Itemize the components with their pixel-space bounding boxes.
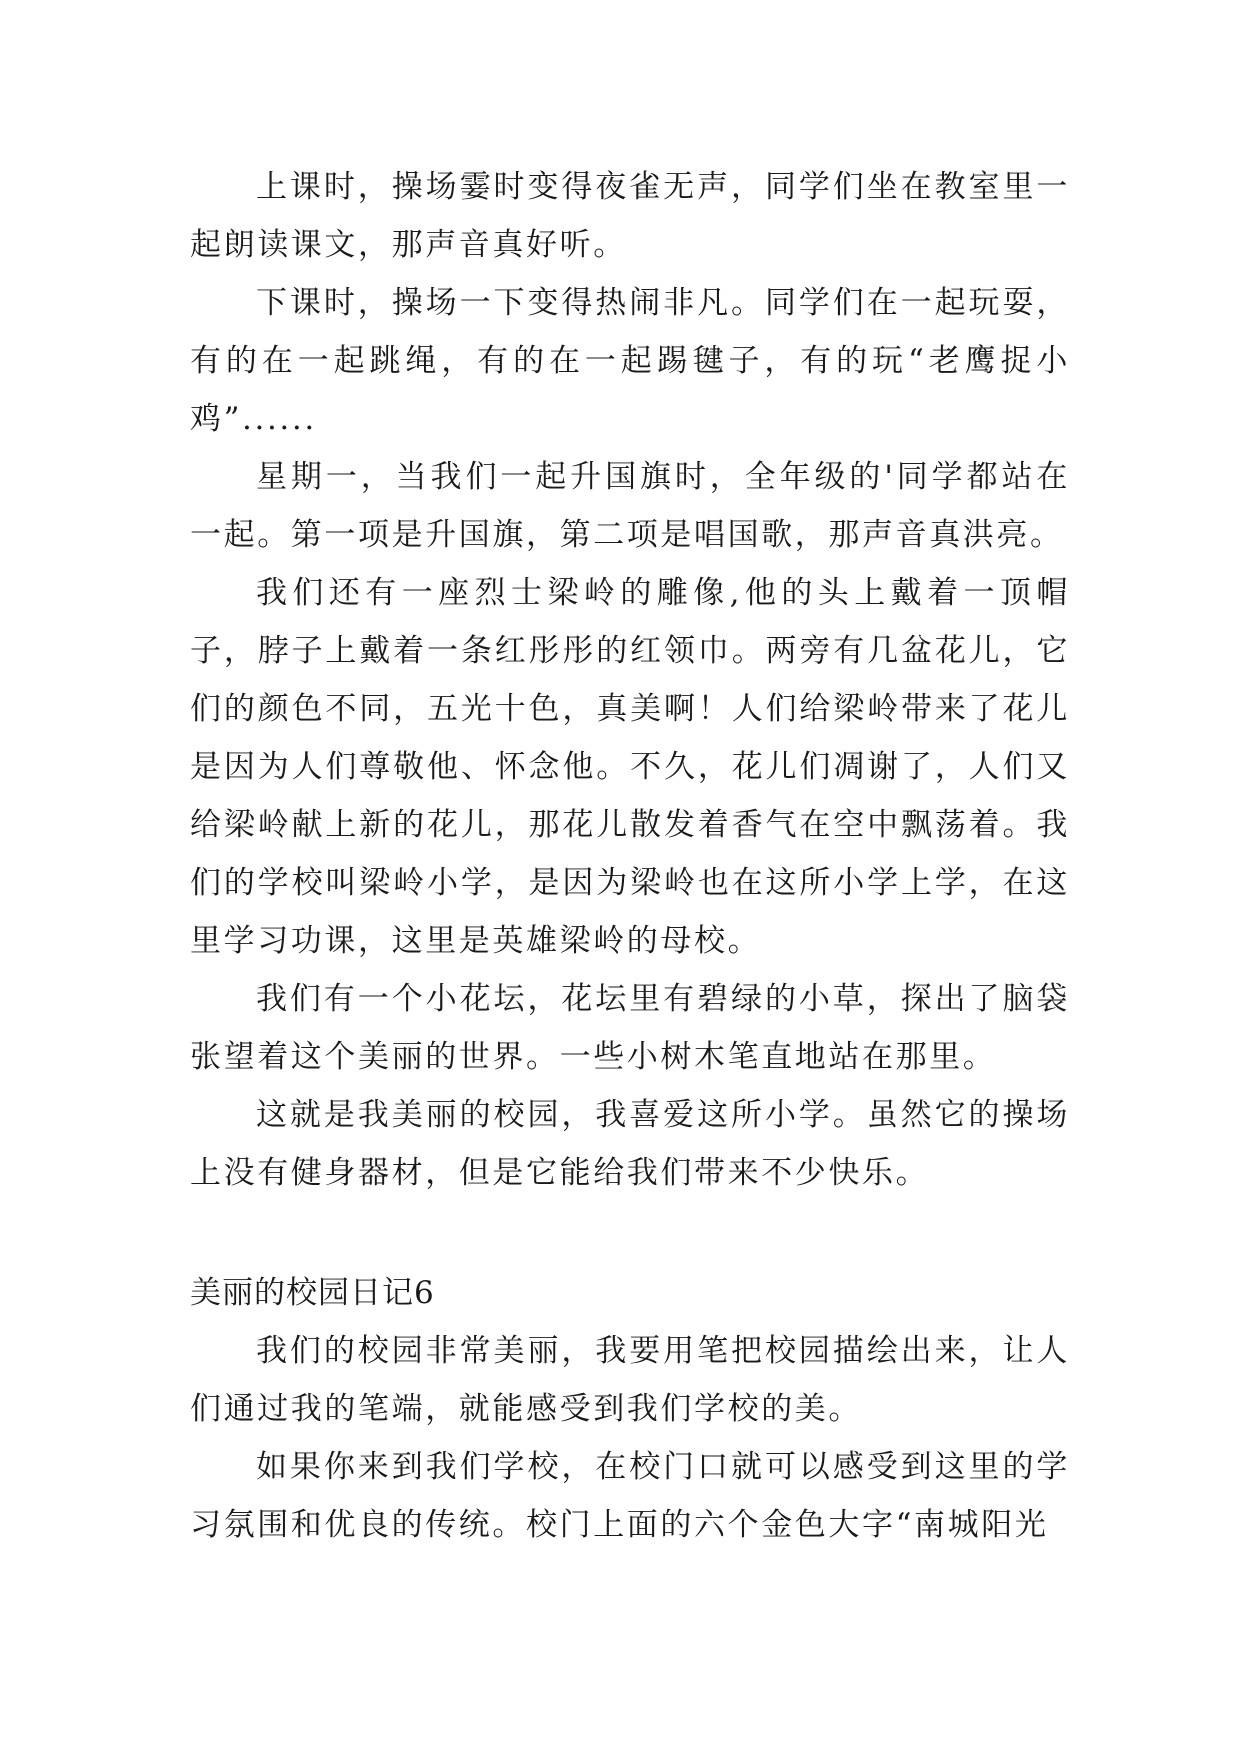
paragraph-school-gate: 如果你来到我们学校，在校门口就可以感受到这里的学习氛围和优良的传统。校门上面的六个金色大字“南城阳光 [190,1449,1070,1543]
paragraph-statue: 我们还有一座烈士梁岭的雕像,他的头上戴着一顶帽子，脖子上戴着一条红彤彤的红领巾。两旁有几盆花儿，它们的颜色不同，五光十色，真美啊！人们给梁岭带来了花儿是因为人们尊敬他、怀念他。不久，花儿们凋谢了，人们又给梁岭献上新的花儿，那花儿散发着香气在空中飘荡着。我们的学校叫梁岭小学，是因为梁岭也在这所小学上学，在这里学习功课，这里是英雄梁岭的母校。 [190,575,1070,959]
paragraph-intro: 我们的校园非常美丽，我要用笔把校园描绘出来，让人们通过我的笔端，就能感受到我们学校的美。 [190,1333,1070,1427]
paragraph-flower-bed: 我们有一个小花坛，花坛里有碧绿的小草，探出了脑袋张望着这个美丽的世界。一些小树木笔直地站在那里。 [190,981,1070,1075]
paragraph-class-time: 上课时，操场霎时变得夜雀无声，同学们坐在教室里一起朗读课文，那声音真好听。 [190,169,1070,263]
paragraph-conclusion: 这就是我美丽的校园，我喜爱这所小学。虽然它的操场上没有健身器材，但是它能给我们带来不少快乐。 [190,1097,1070,1191]
document-body [190,158,1070,1554]
paragraph-break-time: 下课时，操场一下变得热闹非凡。同学们在一起玩耍，有的在一起跳绳，有的在一起踢毽子，有的玩“老鹰捉小鸡”...... [190,285,1070,437]
paragraph-flag-raising: 星期一，当我们一起升国旗时，全年级的'同学都站在一起。第一项是升国旗，第二项是唱国歌，那声音真洪亮。 [190,459,1070,553]
section-title: 美丽的校园日记6 [190,1275,435,1311]
